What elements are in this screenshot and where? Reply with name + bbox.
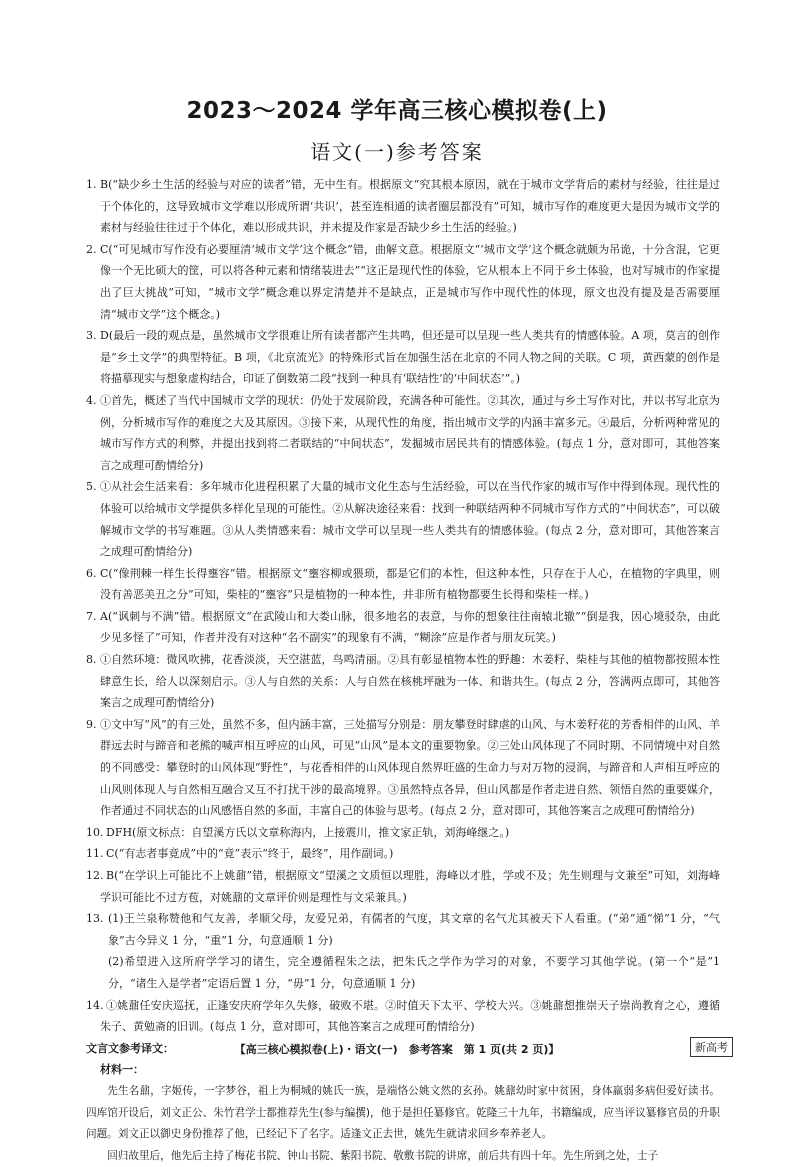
answer-content bbox=[86, 174, 720, 1167]
page-title: 2023～2024 学年高三核心模拟卷(上) bbox=[186, 98, 608, 124]
translation-paragraph: 先生名鼐，字姬传，一字梦谷，祖上为桐城的姚氏一族，是端恪公姚文然的玄孙。姚鼐幼时家中贫困，身体羸弱多病但爱好读书。四库馆开设后，刘文正公、朱竹君学士都推荐先生(参与编撰)，他于是担任纂修官。乾隆三十九年，书籍编成，应当评议纂修官员的升职问题。刘文正以御史身份推荐了他，已经记下了名字。适逢文正去世，姚先生就请求回乡奉养老人。 bbox=[86, 1084, 720, 1141]
answer-item bbox=[86, 390, 720, 476]
answer-number: 2. bbox=[86, 242, 97, 256]
answer-number: 7. bbox=[86, 609, 97, 623]
page-subtitle: 语文(一)参考答案 bbox=[310, 140, 484, 164]
answer-number: 9. bbox=[86, 717, 97, 731]
translation-heading: 文言文参考译文： bbox=[86, 1041, 174, 1055]
answer-item bbox=[86, 476, 720, 562]
answer-number: 8. bbox=[86, 653, 97, 667]
answer-item bbox=[86, 563, 720, 606]
answer-text: ①姚鼐任安庆巡抚，正逢安庆府学年久失修，破败不堪。②时值天下太平、学校大兴。③姚鼐想推崇天子崇尚教育之心，遵循朱子、黄勉斋的旧训。(每点 1 分，意对即可，其他答案言之成理可酌情给分) bbox=[100, 998, 720, 1034]
answer-item bbox=[86, 714, 720, 822]
answer-text: ①从社会生活来看：多年城市化进程积累了大量的城市文化生态与生活经验，可以在当代作家的城市写作中得到体现。现代性的体验可以给城市文学提供多样化呈现的可能性。②从解决途径来看：找到一种联结两种不同城市写作方式的“中间状态”，可以破解城市文学的书写难题。③从人类情感来看：城市文学可以呈现一些人类共有的情感体验。(每点 2 分，意对即可，其他答案言之成理可酌情给分) bbox=[100, 480, 720, 559]
answer-number: 5. bbox=[86, 480, 97, 494]
page-footer: 【高三核心模拟卷(上)・语文(一) 参考答案 第 1 页(共 2 页)】 bbox=[234, 1043, 560, 1056]
answer-number: 1. bbox=[86, 178, 97, 191]
answer-number: 11. bbox=[86, 847, 104, 861]
answer-number: 3. bbox=[86, 329, 97, 343]
answer-item bbox=[86, 843, 720, 865]
answer-text: C(“像荆棘一样生长得壅容”错。根据原文“壅容柳或猥琐，都是它们的本性，但这种本性，只存在于人心，在植物的字典里，则没有善恶美丑之分”可知，柴桂的“壅容”只是植物的一种本性，并非所有植物都要生长得和柴桂一样。) bbox=[100, 566, 720, 602]
answer-text: DFH(原文标点：自望溪方氏以文章称海内，上接震川，推文家正轨，刘海峰继之。) bbox=[106, 825, 510, 839]
answer-subitem: (1)王兰泉称赞他和气友善，孝顺父母，友爱兄弟，有儒者的气度，其文章的名气尤其被天下人看重。(“弟”通“悌”1 分，“气象”古今异义 1 分，“重”1 分，句意通顺 1 分) bbox=[108, 912, 720, 947]
answer-item bbox=[86, 995, 720, 1038]
answer-text: ①自然环境：微风吹拂，花香淡淡，天空湛蓝，鸟鸣清丽。②具有彰显植物本性的野趣：木姜籽、柴桂与其他的植物都按照本性肆意生长，给人以深刻启示。③人与自然的关系：人与自然在核桃坪融为一体、和谐共生。(每点 2 分，答满两点即可，其他答案言之成理可酌情给分) bbox=[100, 653, 720, 710]
answer-item bbox=[86, 174, 720, 239]
answer-number: 12. bbox=[86, 869, 104, 882]
answer-text: ①文中写“风”的有三处，虽然不多，但内涵丰富，三处描写分别是：朋友攀登时肆虐的山风、与木姜籽花的芳香相伴的山风、羊群远去时与蹄音和老熊的喊声相互呼应的山风，可见“山风”是本文的重要物象。②三处山风体现了不同时期、不同情境中对自然的不同感受：攀登时的山风体现“野性”，与花香相伴的山风体现自然界旺盛的生命力与对万物的浸润，与蹄音和人声相互呼应的山风则体现人与自然相互融合又互不打扰干涉的最高境界。③虽然特点各异，但山风都是作者走进自然、领悟自然的重要媒介，作者通过不同状态的山风感悟自然的多面，丰富自己的体验与思考。(每点 2 分，意对即可，其他答案言之成理可酌情给分) bbox=[100, 717, 720, 818]
answer-number: 13. bbox=[86, 912, 104, 926]
answer-text: C(“可见城市写作没有必要厘清‘城市文学’这个概念”错，曲解文意。根据原文“‘城市文学’这个概念就颇为吊诡，十分含混，它更像一个无比硕大的筐，可以将各种元素和情绪装进去”“这正是现代性的体验，它从根本上不同于乡土体验，也对写城市的作家提出了巨大挑战”可知，“城市文学”概念难以界定清楚并不是缺点，正是城市写作中现代性的体现，原文也没有提及是否需要厘清“城市文学”这个概念。) bbox=[100, 242, 720, 321]
answer-item bbox=[86, 606, 720, 649]
answer-text: D(最后一段的观点是，虽然城市文学很难让所有读者都产生共鸣，但还是可以呈现一些人类共有的情感体验。A 项，莫言的创作是“乡土文学”的典型特征。B 项，《北京流光》的特殊形式旨在加强生活在北京的不同人物之间的关联。C 项，黄西蒙的创作是将描摹现实与想象虚构结合，印证了倒数第二段“找到一种具有‘联结性’的‘中间状态’”。) bbox=[100, 329, 720, 386]
answer-text: B(“缺少乡土生活的经验与对应的读者”错，无中生有。根据原文“究其根本原因，就在于城市文学背后的素材与经验，往往是过于个体化的，这导致城市文学难以形成所谓‘共识’，甚至连相通的读者圈层都没有”可知，城市写作的难度更大是因为城市文学的素材与经验往往过于个体化，难以形成共识，并未提及作家是否缺少乡土生活的经验。) bbox=[100, 178, 720, 235]
answer-subitem: (2)希望进入这所府学学习的诸生，完全遵循程朱之法，把朱氏之学作为学习的对象，不要学习其他学说。(第一个“是”1 分，“诸生入是学者”定语后置 1 分，“毋”1 分，句意通顺 1 分) bbox=[108, 955, 720, 990]
answer-item bbox=[86, 239, 720, 325]
answer-number: 4. bbox=[86, 393, 97, 407]
answer-item bbox=[86, 649, 720, 714]
answer-text: C(“有志者事竟成”中的“竟”表示“终于，最终”，用作副词。) bbox=[106, 847, 394, 861]
answer-item bbox=[86, 325, 720, 390]
answer-number: 6. bbox=[86, 566, 97, 580]
answer-item bbox=[86, 908, 720, 994]
answer-number: 10. bbox=[86, 825, 104, 839]
answer-text: ①首先，概述了当代中国城市文学的现状：仍处于发展阶段，充满各种可能性。②其次，通过与乡土写作对比，并以书写北京为例，分析城市写作的难度之大及其原因。③接下来，从现代性的角度，指出城市文学的内涵丰富多元。④最后，分析两种常见的城市写作方式的利弊，并提出找到将二者联结的“中间状态”，发掘城市居民共有的情感体验。(每点 1 分，意对即可，其他答案言之成理可酌情给分) bbox=[100, 393, 720, 472]
edition-badge: 新高考 bbox=[690, 1037, 733, 1057]
answer-item bbox=[86, 865, 720, 908]
answer-text: B(“在学识上可能比不上姚鼐”错，根据原文“望溪之文质恒以理胜，海峰以才胜，学或不及；先生则理与文兼至”可知，刘海峰学识可能比不过方苞，对姚鼐的文章评价则是理性与文采兼具。) bbox=[100, 869, 720, 904]
answer-text: A(“讽刺与不满”错。根据原文“在武陵山和大娄山脉，很多地名的表意，与你的想象往往南辕北辙”“倒是我，因心境驳杂，由此少见多怪了”可知，作者并没有对这种“名不副实”的现象有不满，“糊涂”应是作者与朋友玩笑。) bbox=[100, 609, 720, 645]
translation-paragraph: 回归故里后，他先后主持了梅花书院、钟山书院、紫阳书院、敬敷书院的讲席，前后共有四十年。先生所到之处，士子 bbox=[107, 1149, 659, 1162]
material-label: 材料一： bbox=[100, 1063, 144, 1077]
answer-item bbox=[86, 822, 720, 844]
answer-number: 14. bbox=[86, 998, 104, 1012]
